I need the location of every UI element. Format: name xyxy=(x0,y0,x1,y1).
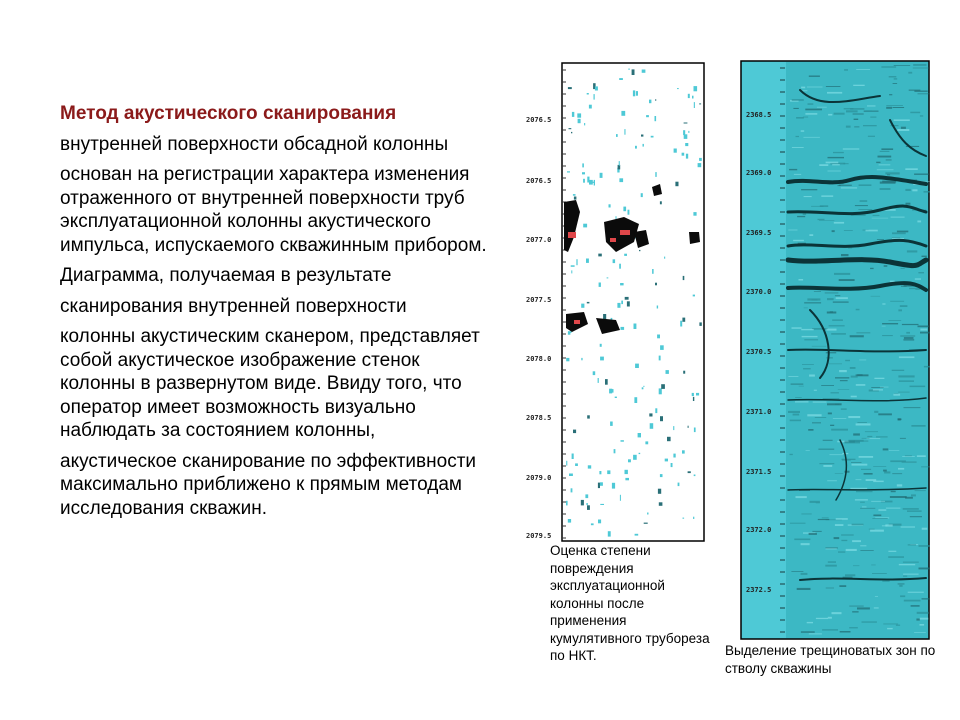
depth-label: 2370.5 xyxy=(746,348,772,356)
depth-label: 2076.5 xyxy=(526,177,552,185)
paragraph-line: внутренней поверхности обсадной колонны xyxy=(60,133,449,155)
paragraph: акустическое сканирование по эффективности максимально приближено к прямым методам исследования скважин. xyxy=(60,450,477,519)
casing-damage-scan-image xyxy=(524,62,706,542)
description-text xyxy=(60,102,500,520)
depth-label: 2077.0 xyxy=(526,236,552,244)
depth-label: 2077.5 xyxy=(526,296,552,304)
depth-label: 2371.0 xyxy=(746,408,772,416)
depth-label: 2369.0 xyxy=(746,169,772,177)
depth-label: 2371.5 xyxy=(746,468,772,476)
depth-label: 2078.0 xyxy=(526,355,552,363)
depth-label: 2078.5 xyxy=(526,414,552,422)
scan-caption-fractures: Выделение трещиноватых зон по стволу скважины xyxy=(725,643,936,676)
depth-label: 2079.0 xyxy=(526,474,552,482)
slide-title: Метод акустического сканирования xyxy=(60,103,397,124)
depth-label: 2372.0 xyxy=(746,526,772,534)
fracture-zones-scan-image xyxy=(740,60,930,640)
paragraph-line: сканирования внутренней поверхности xyxy=(60,295,407,317)
depth-label: 2370.0 xyxy=(746,288,772,296)
paragraph-line: Диаграмма, получаемая в результате xyxy=(60,265,392,286)
depth-label: 2368.5 xyxy=(746,111,772,119)
depth-label: 2076.5 xyxy=(526,116,552,124)
depth-label: 2079.5 xyxy=(526,532,552,540)
depth-label: 2372.5 xyxy=(746,586,772,594)
scan-caption-damage: Оценка степени повреждения эксплуатационной колонны после применения кумулятивного трубореза по НКТ. xyxy=(550,543,710,663)
paragraph: колонны акустическим сканером, представляет собой акустическое изображение стенок колонны в развернутом виде. Ввиду того, что оператор имеет возможность визуально наблюдать за состоянием колонны, xyxy=(60,326,480,441)
paragraph: основан на регистрации характера изменения отраженного от внутренней поверхности труб эксплуатационной колонны акустического импульса, испускаемого скважинным прибором. xyxy=(60,164,487,256)
depth-label: 2369.5 xyxy=(746,229,772,237)
